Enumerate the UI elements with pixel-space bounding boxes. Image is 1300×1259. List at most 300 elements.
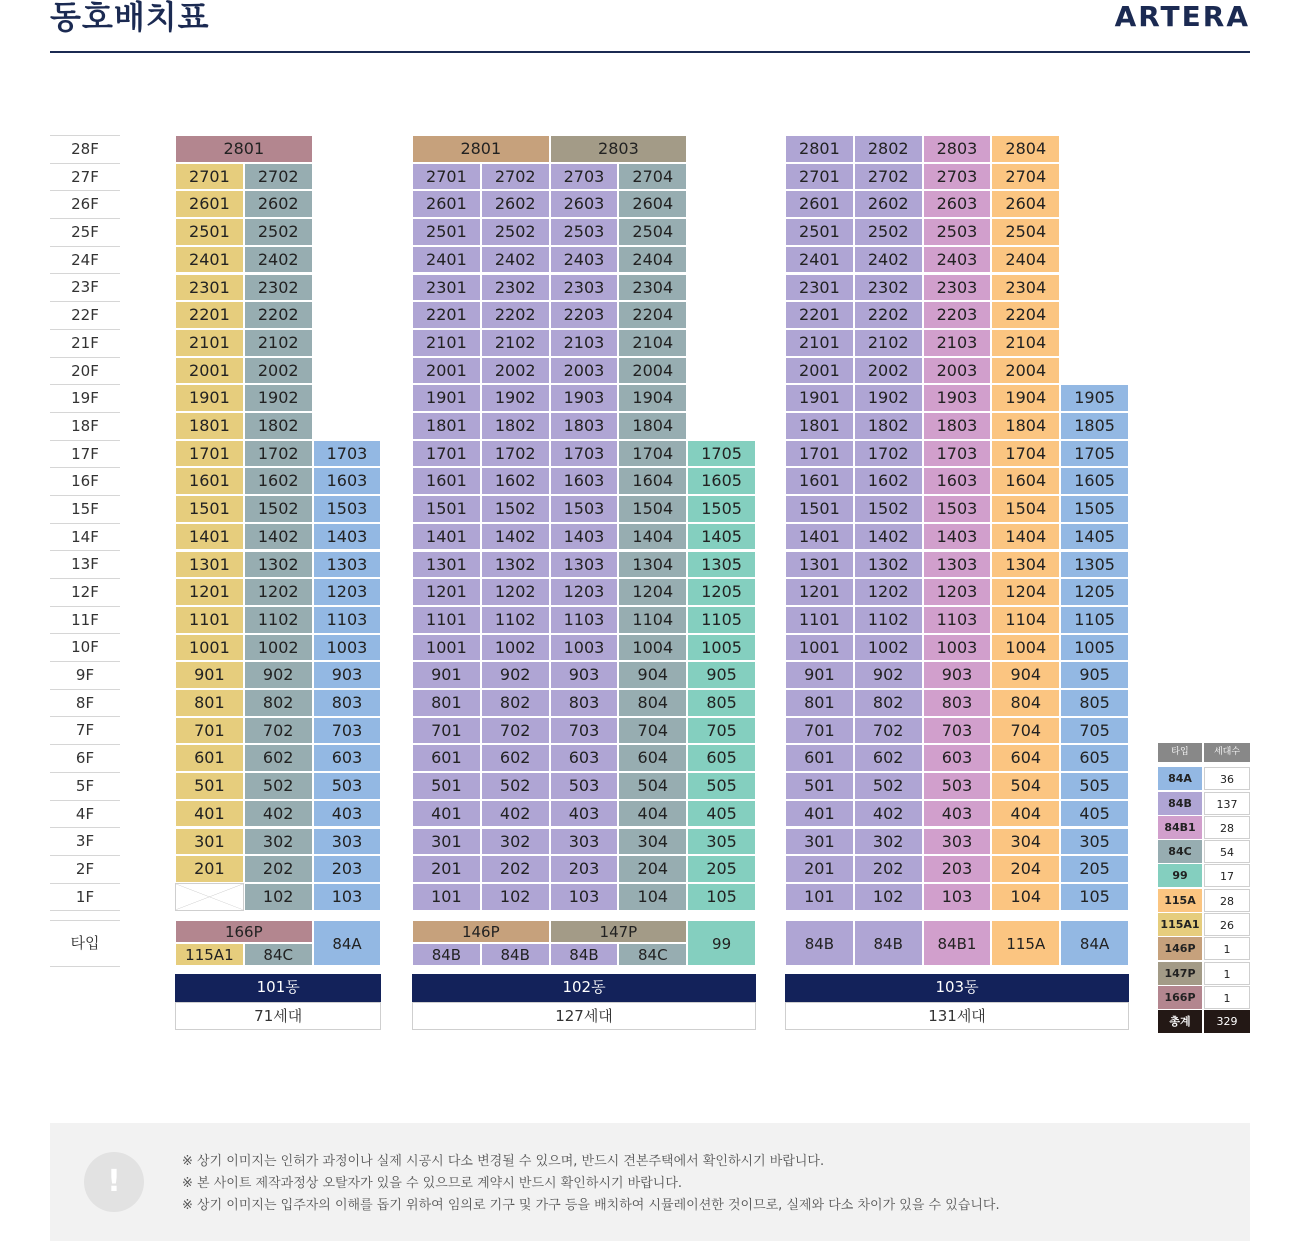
unit-cell[interactable]: 2303 bbox=[550, 274, 619, 302]
unit-cell[interactable]: 2202 bbox=[854, 301, 923, 329]
unit-cell[interactable]: 803 bbox=[313, 689, 382, 717]
unit-cell[interactable]: 1301 bbox=[175, 551, 244, 579]
unit-cell[interactable]: 2502 bbox=[244, 218, 313, 246]
unit-cell[interactable]: 301 bbox=[175, 828, 244, 856]
unit-cell[interactable]: 804 bbox=[618, 689, 687, 717]
unit-cell[interactable]: 504 bbox=[618, 772, 687, 800]
unit-cell[interactable]: 1802 bbox=[854, 412, 923, 440]
unit-cell[interactable]: 605 bbox=[1060, 744, 1129, 772]
unit-cell[interactable]: 2103 bbox=[550, 329, 619, 357]
unit-cell[interactable]: 402 bbox=[481, 800, 550, 828]
unit-cell[interactable]: 1601 bbox=[175, 467, 244, 495]
unit-cell[interactable]: 602 bbox=[854, 744, 923, 772]
unit-cell[interactable]: 2804 bbox=[991, 135, 1060, 163]
unit-cell[interactable]: 1703 bbox=[550, 440, 619, 468]
unit-cell[interactable]: 2102 bbox=[481, 329, 550, 357]
unit-cell[interactable]: 801 bbox=[412, 689, 481, 717]
unit-cell[interactable]: 1301 bbox=[785, 551, 854, 579]
unit-cell[interactable]: 1102 bbox=[481, 606, 550, 634]
unit-cell[interactable]: 1301 bbox=[412, 551, 481, 579]
unit-cell[interactable]: 1303 bbox=[550, 551, 619, 579]
unit-cell[interactable]: 2402 bbox=[854, 246, 923, 274]
unit-cell[interactable]: 801 bbox=[785, 689, 854, 717]
unit-cell[interactable]: 1703 bbox=[923, 440, 992, 468]
unit-cell[interactable]: 2701 bbox=[412, 163, 481, 191]
unit-cell[interactable]: 301 bbox=[412, 828, 481, 856]
unit-cell[interactable]: 1402 bbox=[854, 523, 923, 551]
unit-cell[interactable]: 1503 bbox=[550, 495, 619, 523]
unit-cell[interactable]: 2404 bbox=[618, 246, 687, 274]
unit-cell[interactable]: 1601 bbox=[412, 467, 481, 495]
unit-cell[interactable]: 201 bbox=[412, 855, 481, 883]
unit-cell[interactable]: 1105 bbox=[687, 606, 756, 634]
unit-cell[interactable]: 401 bbox=[412, 800, 481, 828]
unit-cell[interactable]: 1704 bbox=[618, 440, 687, 468]
unit-cell[interactable]: 903 bbox=[313, 661, 382, 689]
unit-cell[interactable]: 205 bbox=[1060, 855, 1129, 883]
unit-cell[interactable]: 802 bbox=[481, 689, 550, 717]
unit-cell[interactable]: 404 bbox=[618, 800, 687, 828]
unit-cell[interactable]: 1105 bbox=[1060, 606, 1129, 634]
unit-cell[interactable]: 503 bbox=[313, 772, 382, 800]
unit-cell[interactable]: 1803 bbox=[550, 412, 619, 440]
unit-cell[interactable]: 203 bbox=[550, 855, 619, 883]
unit-cell[interactable]: 305 bbox=[1060, 828, 1129, 856]
unit-cell[interactable]: 2204 bbox=[991, 301, 1060, 329]
unit-cell[interactable]: 1103 bbox=[550, 606, 619, 634]
unit-cell[interactable]: 2103 bbox=[923, 329, 992, 357]
unit-cell[interactable]: 1402 bbox=[481, 523, 550, 551]
unit-cell[interactable]: 1302 bbox=[854, 551, 923, 579]
unit-cell[interactable]: 1101 bbox=[785, 606, 854, 634]
unit-cell[interactable]: 1904 bbox=[991, 384, 1060, 412]
unit-cell[interactable]: 601 bbox=[785, 744, 854, 772]
unit-cell[interactable]: 1702 bbox=[244, 440, 313, 468]
unit-cell[interactable]: 2501 bbox=[412, 218, 481, 246]
unit-cell[interactable]: 1203 bbox=[313, 578, 382, 606]
unit-cell[interactable]: 2403 bbox=[923, 246, 992, 274]
unit-cell[interactable]: 1504 bbox=[618, 495, 687, 523]
unit-cell[interactable]: 2001 bbox=[412, 357, 481, 385]
unit-cell[interactable]: 201 bbox=[785, 855, 854, 883]
unit-cell[interactable]: 501 bbox=[412, 772, 481, 800]
unit-cell[interactable]: 1104 bbox=[991, 606, 1060, 634]
unit-cell[interactable]: 1602 bbox=[244, 467, 313, 495]
unit-cell[interactable]: 1003 bbox=[550, 634, 619, 662]
unit-cell[interactable]: 901 bbox=[785, 661, 854, 689]
unit-cell[interactable]: 1704 bbox=[991, 440, 1060, 468]
unit-cell[interactable]: 905 bbox=[1060, 661, 1129, 689]
unit-cell[interactable]: 902 bbox=[244, 661, 313, 689]
unit-cell[interactable]: 1501 bbox=[175, 495, 244, 523]
unit-cell[interactable]: 302 bbox=[244, 828, 313, 856]
unit-cell[interactable]: 603 bbox=[923, 744, 992, 772]
unit-cell[interactable]: 202 bbox=[481, 855, 550, 883]
unit-cell[interactable]: 1003 bbox=[313, 634, 382, 662]
unit-cell[interactable]: 1804 bbox=[618, 412, 687, 440]
unit-cell[interactable]: 1702 bbox=[854, 440, 923, 468]
unit-cell[interactable]: 603 bbox=[550, 744, 619, 772]
unit-cell[interactable]: 1902 bbox=[854, 384, 923, 412]
unit-cell[interactable]: 1401 bbox=[785, 523, 854, 551]
unit-cell[interactable]: 1201 bbox=[412, 578, 481, 606]
unit-cell[interactable]: 1804 bbox=[991, 412, 1060, 440]
unit-cell[interactable]: 1304 bbox=[991, 551, 1060, 579]
unit-cell[interactable]: 503 bbox=[923, 772, 992, 800]
unit-cell[interactable]: 1905 bbox=[1060, 384, 1129, 412]
unit-cell[interactable]: 1202 bbox=[481, 578, 550, 606]
unit-cell[interactable]: 203 bbox=[313, 855, 382, 883]
unit-cell[interactable]: 2801 bbox=[785, 135, 854, 163]
unit-cell[interactable]: 1604 bbox=[991, 467, 1060, 495]
unit-cell[interactable]: 1002 bbox=[481, 634, 550, 662]
unit-cell[interactable]: 904 bbox=[618, 661, 687, 689]
unit-cell[interactable]: 1701 bbox=[785, 440, 854, 468]
unit-cell[interactable]: 1104 bbox=[618, 606, 687, 634]
unit-cell[interactable]: 2301 bbox=[175, 274, 244, 302]
unit-cell[interactable]: 1403 bbox=[550, 523, 619, 551]
unit-cell[interactable]: 1101 bbox=[412, 606, 481, 634]
unit-cell[interactable]: 2603 bbox=[550, 190, 619, 218]
unit-cell[interactable]: 1801 bbox=[175, 412, 244, 440]
unit-cell[interactable]: 2602 bbox=[244, 190, 313, 218]
unit-cell[interactable]: 101 bbox=[785, 883, 854, 911]
unit-cell[interactable]: 701 bbox=[785, 717, 854, 745]
unit-cell[interactable]: 2404 bbox=[991, 246, 1060, 274]
unit-cell[interactable]: 1203 bbox=[923, 578, 992, 606]
unit-cell[interactable]: 1102 bbox=[244, 606, 313, 634]
unit-cell[interactable]: 2704 bbox=[991, 163, 1060, 191]
unit-cell[interactable]: 2002 bbox=[481, 357, 550, 385]
unit-cell[interactable]: 2203 bbox=[923, 301, 992, 329]
unit-cell[interactable]: 1403 bbox=[313, 523, 382, 551]
unit-cell[interactable]: 103 bbox=[313, 883, 382, 911]
unit-cell[interactable]: 1202 bbox=[854, 578, 923, 606]
unit-cell[interactable]: 2202 bbox=[244, 301, 313, 329]
unit-cell[interactable]: 1502 bbox=[481, 495, 550, 523]
unit-cell[interactable]: 2201 bbox=[785, 301, 854, 329]
unit-cell[interactable]: 704 bbox=[991, 717, 1060, 745]
unit-cell[interactable]: 2302 bbox=[481, 274, 550, 302]
unit-cell[interactable]: 2502 bbox=[854, 218, 923, 246]
unit-cell[interactable]: 2602 bbox=[481, 190, 550, 218]
unit-cell[interactable]: 501 bbox=[785, 772, 854, 800]
unit-cell[interactable]: 1603 bbox=[923, 467, 992, 495]
unit-cell[interactable]: 2003 bbox=[923, 357, 992, 385]
unit-cell[interactable]: 104 bbox=[991, 883, 1060, 911]
unit-cell[interactable]: 2503 bbox=[923, 218, 992, 246]
unit-cell[interactable]: 304 bbox=[991, 828, 1060, 856]
unit-cell[interactable]: 2504 bbox=[618, 218, 687, 246]
unit-cell[interactable]: 1405 bbox=[1060, 523, 1129, 551]
unit-cell[interactable]: 405 bbox=[687, 800, 756, 828]
unit-cell[interactable]: 1902 bbox=[481, 384, 550, 412]
unit-cell[interactable]: 805 bbox=[687, 689, 756, 717]
unit-cell[interactable]: 1801 bbox=[785, 412, 854, 440]
unit-cell[interactable]: 2703 bbox=[923, 163, 992, 191]
unit-cell[interactable]: 1004 bbox=[991, 634, 1060, 662]
penthouse-unit-cell[interactable]: 2803 bbox=[550, 135, 688, 163]
unit-cell[interactable]: 1505 bbox=[1060, 495, 1129, 523]
unit-cell[interactable]: 2101 bbox=[785, 329, 854, 357]
unit-cell[interactable]: 802 bbox=[854, 689, 923, 717]
unit-cell[interactable]: 901 bbox=[175, 661, 244, 689]
unit-cell[interactable]: 2201 bbox=[175, 301, 244, 329]
unit-cell[interactable]: 502 bbox=[854, 772, 923, 800]
unit-cell[interactable]: 1901 bbox=[785, 384, 854, 412]
unit-cell[interactable]: 403 bbox=[923, 800, 992, 828]
unit-cell[interactable]: 902 bbox=[481, 661, 550, 689]
unit-cell[interactable]: 701 bbox=[175, 717, 244, 745]
unit-cell[interactable]: 204 bbox=[618, 855, 687, 883]
unit-cell[interactable]: 1904 bbox=[618, 384, 687, 412]
unit-cell[interactable]: 1701 bbox=[412, 440, 481, 468]
unit-cell[interactable]: 103 bbox=[923, 883, 992, 911]
unit-cell[interactable]: 2503 bbox=[550, 218, 619, 246]
unit-cell[interactable]: 2101 bbox=[412, 329, 481, 357]
unit-cell[interactable]: 303 bbox=[313, 828, 382, 856]
unit-cell[interactable]: 2401 bbox=[175, 246, 244, 274]
unit-cell[interactable]: 2402 bbox=[244, 246, 313, 274]
unit-cell[interactable]: 2602 bbox=[854, 190, 923, 218]
unit-cell[interactable]: 1802 bbox=[481, 412, 550, 440]
unit-cell[interactable]: 101 bbox=[412, 883, 481, 911]
unit-cell[interactable]: 2304 bbox=[618, 274, 687, 302]
unit-cell[interactable]: 1101 bbox=[175, 606, 244, 634]
unit-cell[interactable]: 1005 bbox=[1060, 634, 1129, 662]
unit-cell[interactable]: 804 bbox=[991, 689, 1060, 717]
unit-cell[interactable]: 702 bbox=[481, 717, 550, 745]
unit-cell[interactable]: 1204 bbox=[991, 578, 1060, 606]
unit-cell[interactable]: 1705 bbox=[1060, 440, 1129, 468]
unit-cell[interactable]: 104 bbox=[618, 883, 687, 911]
unit-cell[interactable]: 905 bbox=[687, 661, 756, 689]
unit-cell[interactable]: 2701 bbox=[175, 163, 244, 191]
unit-cell[interactable]: 403 bbox=[550, 800, 619, 828]
unit-cell[interactable]: 1701 bbox=[175, 440, 244, 468]
unit-cell[interactable]: 702 bbox=[854, 717, 923, 745]
unit-cell[interactable]: 901 bbox=[412, 661, 481, 689]
unit-cell[interactable]: 705 bbox=[687, 717, 756, 745]
unit-cell[interactable]: 1201 bbox=[785, 578, 854, 606]
unit-cell[interactable]: 302 bbox=[481, 828, 550, 856]
unit-cell[interactable]: 1303 bbox=[313, 551, 382, 579]
unit-cell[interactable]: 1601 bbox=[785, 467, 854, 495]
unit-cell[interactable]: 2703 bbox=[550, 163, 619, 191]
unit-cell[interactable]: 602 bbox=[481, 744, 550, 772]
unit-cell[interactable]: 2001 bbox=[785, 357, 854, 385]
unit-cell[interactable]: 2601 bbox=[175, 190, 244, 218]
unit-cell[interactable]: 605 bbox=[687, 744, 756, 772]
unit-cell[interactable]: 1305 bbox=[687, 551, 756, 579]
unit-cell[interactable]: 2704 bbox=[618, 163, 687, 191]
unit-cell[interactable]: 2401 bbox=[785, 246, 854, 274]
unit-cell[interactable]: 1002 bbox=[244, 634, 313, 662]
unit-cell[interactable]: 2101 bbox=[175, 329, 244, 357]
unit-cell[interactable]: 703 bbox=[313, 717, 382, 745]
unit-cell[interactable]: 2401 bbox=[412, 246, 481, 274]
unit-cell[interactable]: 2603 bbox=[923, 190, 992, 218]
penthouse-unit-cell[interactable]: 2801 bbox=[412, 135, 550, 163]
unit-cell[interactable]: 1903 bbox=[550, 384, 619, 412]
unit-cell[interactable]: 805 bbox=[1060, 689, 1129, 717]
unit-cell[interactable]: 2004 bbox=[618, 357, 687, 385]
unit-cell[interactable]: 2403 bbox=[550, 246, 619, 274]
unit-cell[interactable]: 1803 bbox=[923, 412, 992, 440]
unit-cell[interactable]: 1203 bbox=[550, 578, 619, 606]
unit-cell[interactable]: 1401 bbox=[412, 523, 481, 551]
unit-cell[interactable]: 601 bbox=[412, 744, 481, 772]
unit-cell[interactable]: 1305 bbox=[1060, 551, 1129, 579]
penthouse-unit-cell[interactable]: 2801 bbox=[175, 135, 313, 163]
unit-cell[interactable]: 405 bbox=[1060, 800, 1129, 828]
unit-cell[interactable]: 102 bbox=[244, 883, 313, 911]
unit-cell[interactable]: 1005 bbox=[687, 634, 756, 662]
unit-cell[interactable]: 601 bbox=[175, 744, 244, 772]
unit-cell[interactable]: 1202 bbox=[244, 578, 313, 606]
unit-cell[interactable]: 1401 bbox=[175, 523, 244, 551]
unit-cell[interactable]: 1102 bbox=[854, 606, 923, 634]
unit-cell[interactable]: 1302 bbox=[244, 551, 313, 579]
unit-cell[interactable]: 2701 bbox=[785, 163, 854, 191]
unit-cell[interactable]: 1404 bbox=[991, 523, 1060, 551]
unit-cell[interactable]: 203 bbox=[923, 855, 992, 883]
unit-cell[interactable]: 402 bbox=[854, 800, 923, 828]
unit-cell[interactable]: 2702 bbox=[854, 163, 923, 191]
unit-cell[interactable]: 2102 bbox=[244, 329, 313, 357]
unit-cell[interactable]: 1501 bbox=[785, 495, 854, 523]
unit-cell[interactable]: 305 bbox=[687, 828, 756, 856]
unit-cell[interactable]: 1001 bbox=[785, 634, 854, 662]
unit-cell[interactable]: 1402 bbox=[244, 523, 313, 551]
unit-cell[interactable]: 1505 bbox=[687, 495, 756, 523]
unit-cell[interactable]: 1403 bbox=[923, 523, 992, 551]
unit-cell[interactable]: 1503 bbox=[313, 495, 382, 523]
unit-cell[interactable]: 2201 bbox=[412, 301, 481, 329]
unit-cell[interactable]: 2001 bbox=[175, 357, 244, 385]
unit-cell[interactable]: 2301 bbox=[412, 274, 481, 302]
unit-cell[interactable]: 2301 bbox=[785, 274, 854, 302]
unit-cell[interactable]: 502 bbox=[244, 772, 313, 800]
unit-cell[interactable]: 604 bbox=[618, 744, 687, 772]
unit-cell[interactable]: 603 bbox=[313, 744, 382, 772]
unit-cell[interactable]: 2504 bbox=[991, 218, 1060, 246]
unit-cell[interactable]: 1702 bbox=[481, 440, 550, 468]
unit-cell[interactable]: 304 bbox=[618, 828, 687, 856]
unit-cell[interactable]: 1103 bbox=[313, 606, 382, 634]
unit-cell[interactable]: 1801 bbox=[412, 412, 481, 440]
unit-cell[interactable]: 1001 bbox=[412, 634, 481, 662]
unit-cell[interactable]: 504 bbox=[991, 772, 1060, 800]
unit-cell[interactable]: 2102 bbox=[854, 329, 923, 357]
unit-cell[interactable]: 2104 bbox=[991, 329, 1060, 357]
unit-cell[interactable]: 105 bbox=[687, 883, 756, 911]
unit-cell[interactable]: 1703 bbox=[313, 440, 382, 468]
unit-cell[interactable]: 202 bbox=[854, 855, 923, 883]
unit-cell[interactable]: 904 bbox=[991, 661, 1060, 689]
unit-cell[interactable]: 2303 bbox=[923, 274, 992, 302]
unit-cell[interactable]: 1503 bbox=[923, 495, 992, 523]
unit-cell[interactable]: 703 bbox=[550, 717, 619, 745]
unit-cell[interactable]: 2604 bbox=[991, 190, 1060, 218]
unit-cell[interactable]: 301 bbox=[785, 828, 854, 856]
unit-cell[interactable]: 201 bbox=[175, 855, 244, 883]
unit-cell[interactable]: 1003 bbox=[923, 634, 992, 662]
unit-cell[interactable]: 501 bbox=[175, 772, 244, 800]
unit-cell[interactable]: 902 bbox=[854, 661, 923, 689]
unit-cell[interactable]: 1502 bbox=[854, 495, 923, 523]
unit-cell[interactable]: 1602 bbox=[481, 467, 550, 495]
unit-cell[interactable]: 1303 bbox=[923, 551, 992, 579]
unit-cell[interactable]: 1802 bbox=[244, 412, 313, 440]
unit-cell[interactable]: 2502 bbox=[481, 218, 550, 246]
unit-cell[interactable]: 1602 bbox=[854, 467, 923, 495]
unit-cell[interactable]: 1405 bbox=[687, 523, 756, 551]
unit-cell[interactable]: 2302 bbox=[244, 274, 313, 302]
unit-cell[interactable]: 1901 bbox=[412, 384, 481, 412]
unit-cell[interactable]: 1604 bbox=[618, 467, 687, 495]
unit-cell[interactable]: 803 bbox=[550, 689, 619, 717]
unit-cell[interactable]: 1404 bbox=[618, 523, 687, 551]
unit-cell[interactable]: 1001 bbox=[175, 634, 244, 662]
unit-cell[interactable]: 604 bbox=[991, 744, 1060, 772]
unit-cell[interactable]: 1603 bbox=[550, 467, 619, 495]
unit-cell[interactable]: 1705 bbox=[687, 440, 756, 468]
unit-cell[interactable]: 803 bbox=[923, 689, 992, 717]
unit-cell[interactable]: 1302 bbox=[481, 551, 550, 579]
unit-cell[interactable]: 102 bbox=[481, 883, 550, 911]
unit-cell[interactable]: 1205 bbox=[687, 578, 756, 606]
unit-cell[interactable]: 502 bbox=[481, 772, 550, 800]
unit-cell[interactable]: 703 bbox=[923, 717, 992, 745]
unit-cell[interactable]: 401 bbox=[785, 800, 854, 828]
unit-cell[interactable]: 505 bbox=[1060, 772, 1129, 800]
unit-cell[interactable]: 2501 bbox=[175, 218, 244, 246]
unit-cell[interactable]: 2802 bbox=[854, 135, 923, 163]
unit-cell[interactable]: 701 bbox=[412, 717, 481, 745]
unit-cell[interactable]: 2501 bbox=[785, 218, 854, 246]
unit-cell[interactable]: 103 bbox=[550, 883, 619, 911]
unit-cell[interactable]: 1304 bbox=[618, 551, 687, 579]
unit-cell[interactable]: 2702 bbox=[481, 163, 550, 191]
unit-cell[interactable]: 1103 bbox=[923, 606, 992, 634]
unit-cell[interactable]: 1205 bbox=[1060, 578, 1129, 606]
unit-cell[interactable]: 102 bbox=[854, 883, 923, 911]
unit-cell[interactable]: 204 bbox=[991, 855, 1060, 883]
unit-cell[interactable]: 401 bbox=[175, 800, 244, 828]
unit-cell[interactable]: 2601 bbox=[412, 190, 481, 218]
unit-cell[interactable]: 2104 bbox=[618, 329, 687, 357]
unit-cell[interactable]: 404 bbox=[991, 800, 1060, 828]
unit-cell[interactable]: 1902 bbox=[244, 384, 313, 412]
unit-cell[interactable]: 403 bbox=[313, 800, 382, 828]
unit-cell[interactable]: 2203 bbox=[550, 301, 619, 329]
unit-cell[interactable]: 205 bbox=[687, 855, 756, 883]
unit-cell[interactable]: 903 bbox=[550, 661, 619, 689]
unit-cell[interactable]: 302 bbox=[854, 828, 923, 856]
unit-cell[interactable]: 802 bbox=[244, 689, 313, 717]
unit-cell[interactable]: 2204 bbox=[618, 301, 687, 329]
unit-cell[interactable]: 704 bbox=[618, 717, 687, 745]
unit-cell[interactable]: 1901 bbox=[175, 384, 244, 412]
unit-cell[interactable]: 705 bbox=[1060, 717, 1129, 745]
unit-cell[interactable]: 2202 bbox=[481, 301, 550, 329]
unit-cell[interactable]: 1504 bbox=[991, 495, 1060, 523]
unit-cell[interactable]: 2803 bbox=[923, 135, 992, 163]
unit-cell[interactable]: 1201 bbox=[175, 578, 244, 606]
unit-cell[interactable]: 801 bbox=[175, 689, 244, 717]
unit-cell[interactable]: 903 bbox=[923, 661, 992, 689]
